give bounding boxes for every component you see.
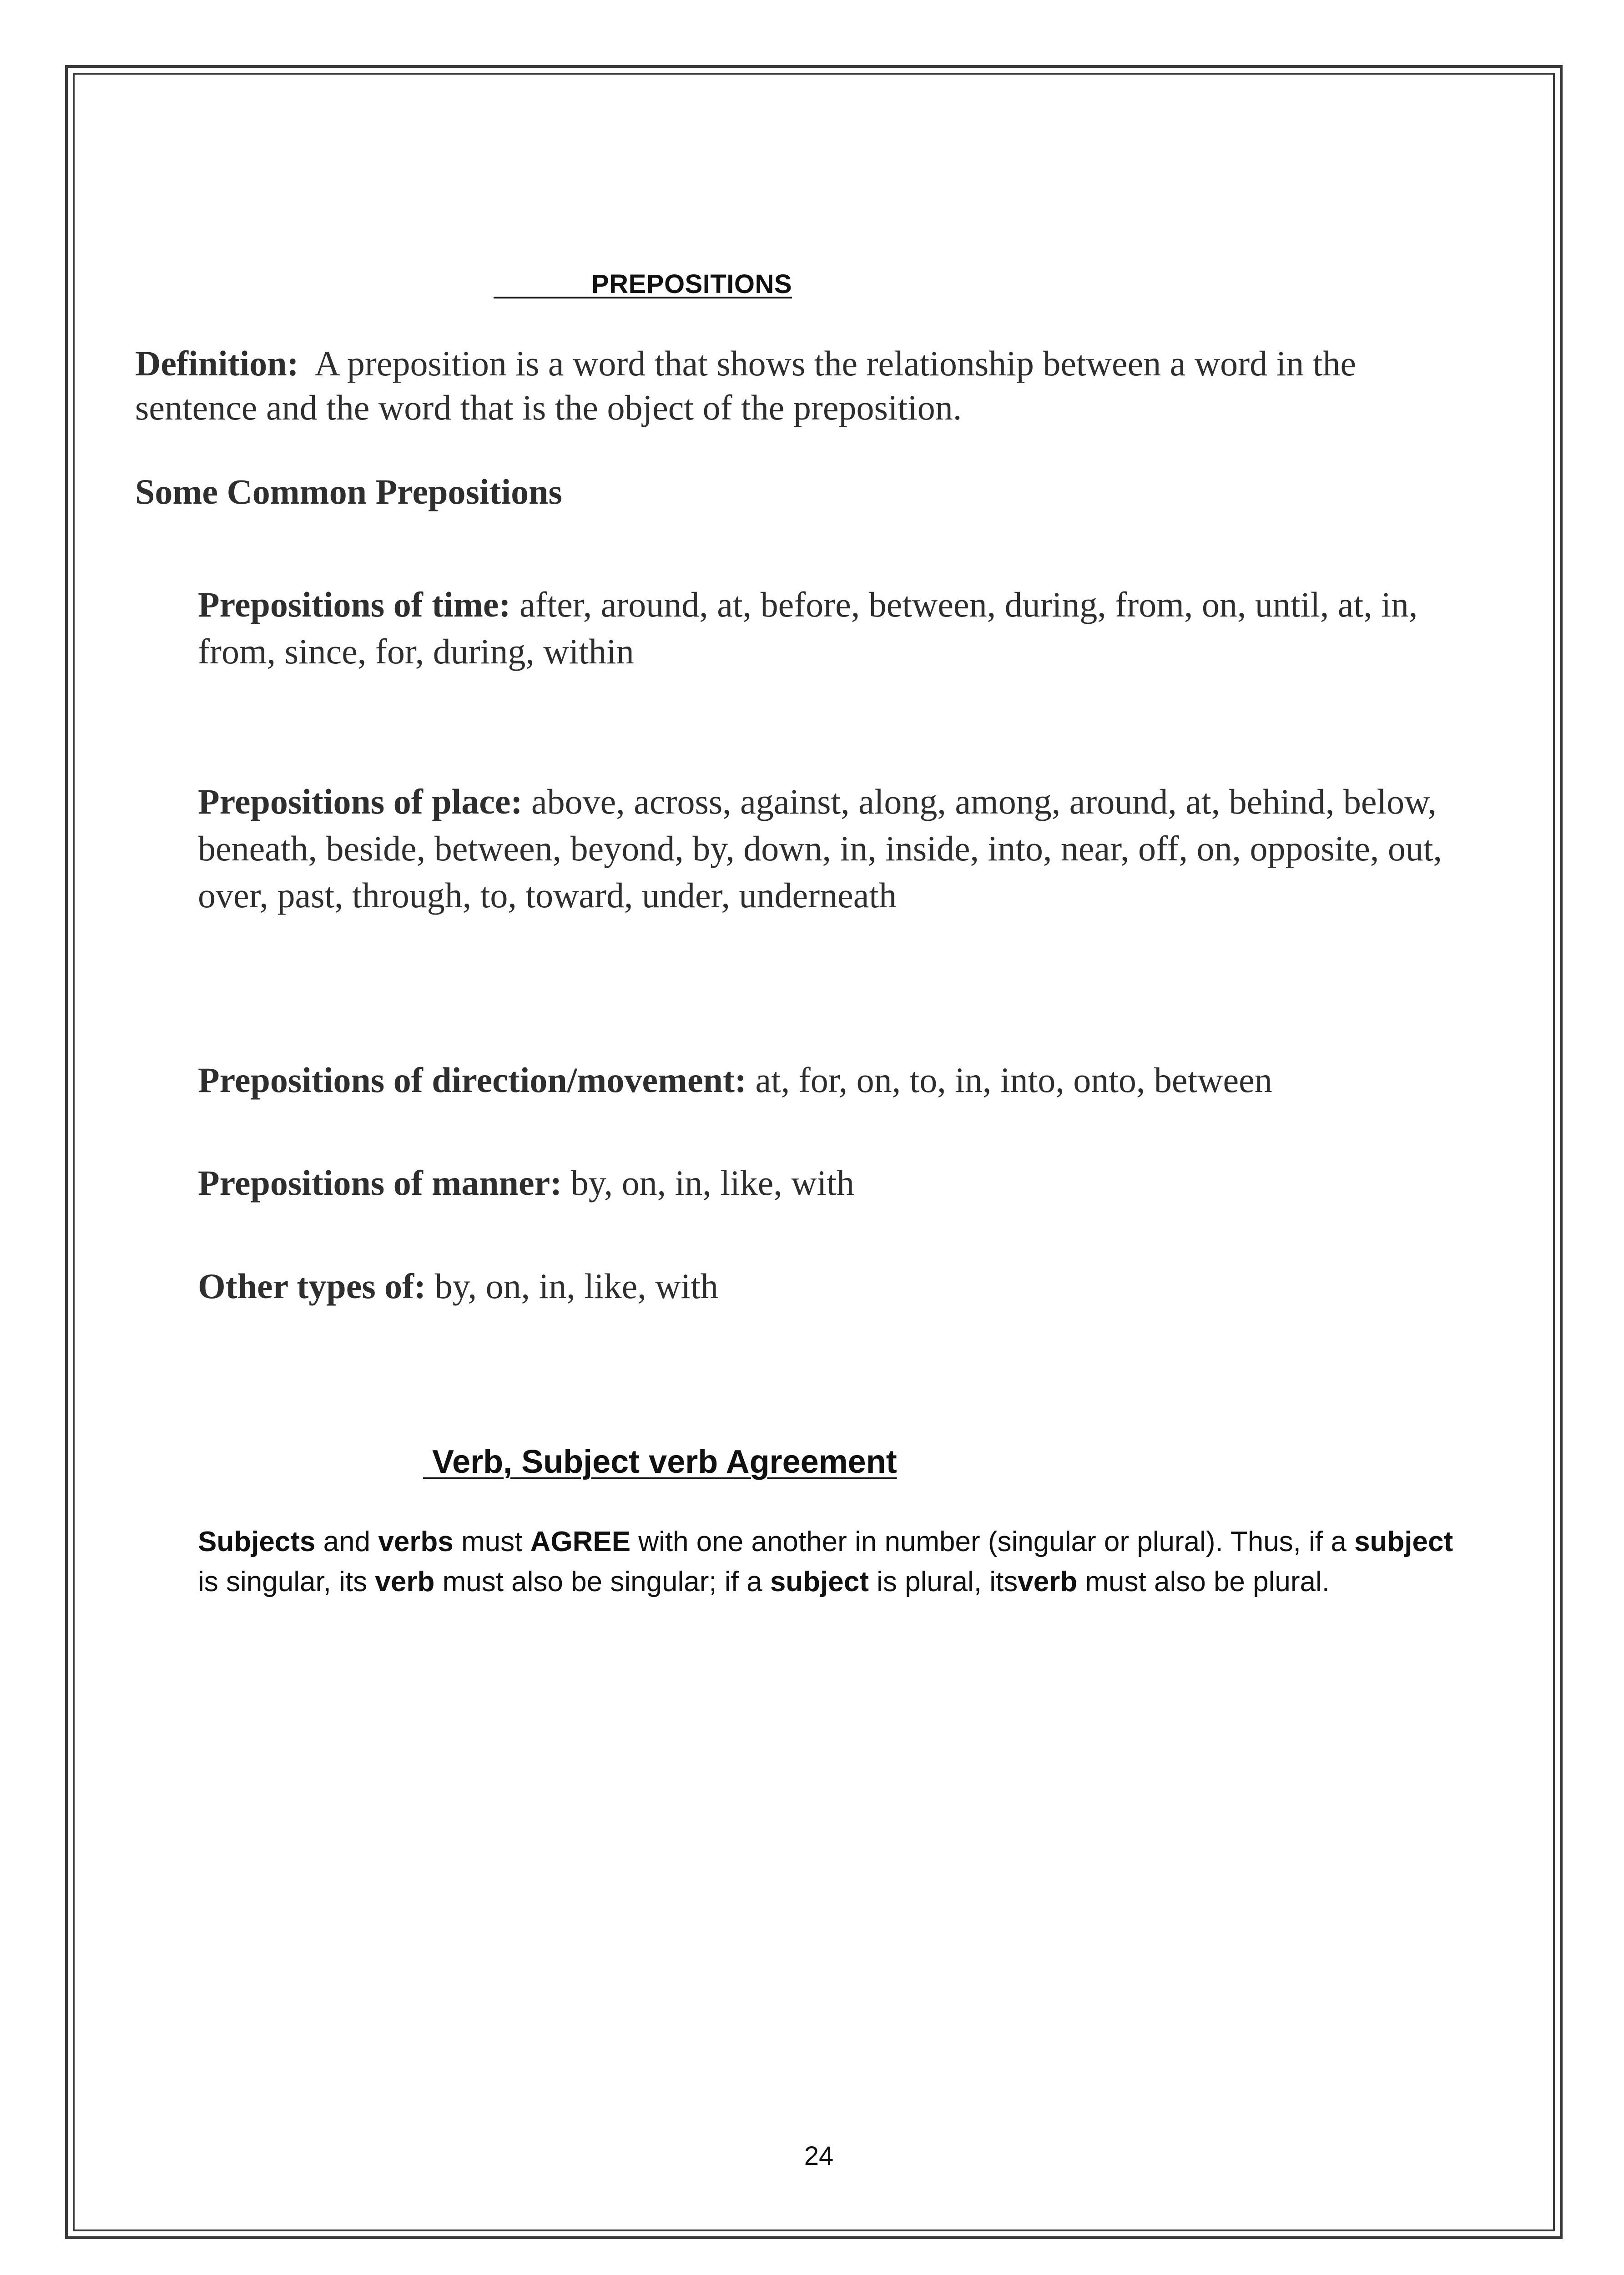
category-other	[198, 1263, 1463, 1309]
verb-segment: subject	[1354, 1526, 1453, 1557]
verb-segment: with one another in number (singular or plural). Thus, if a	[630, 1526, 1355, 1557]
verb-segment: and	[315, 1526, 378, 1557]
category-label: Prepositions of manner:	[198, 1163, 562, 1203]
verb-segment: must	[453, 1526, 530, 1557]
verb-segment: must also be plural.	[1077, 1566, 1330, 1598]
verb-segment: AGREE	[530, 1526, 631, 1557]
page-number: 24	[804, 2141, 834, 2171]
verb-segment: verbs	[378, 1526, 454, 1557]
verb-segment: verb	[375, 1566, 435, 1598]
category-time	[198, 581, 1463, 675]
category-label: Other types of:	[198, 1266, 426, 1306]
definition-paragraph	[135, 341, 1454, 430]
category-label: Prepositions of time:	[198, 585, 511, 624]
verb-segment: is singular, its	[198, 1566, 375, 1598]
definition-label: Definition:	[135, 344, 299, 383]
category-items: above, across, against, along, among, around, at, behind, below, beneath, beside, between, beyond, by, down, in, inside, into, near, off, on, opposite, out, over, past, through, to, toward, under, underneath	[198, 782, 1442, 915]
definition-text: A preposition is a word that shows the relationship between a word in the sentence and the word that is the object of the preposition.	[135, 344, 1357, 427]
category-items: by, on, in, like, with	[570, 1163, 854, 1203]
common-prepositions-heading: Some Common Prepositions	[135, 472, 562, 511]
category-items: at, for, on, to, in, into, onto, between	[755, 1060, 1272, 1100]
title-text: PREPOSITIONS	[591, 269, 792, 299]
verb-segment: must also be singular; if a	[434, 1566, 770, 1598]
category-label: Prepositions of place:	[198, 782, 523, 821]
verb-segment: is plural, its	[868, 1566, 1018, 1598]
category-direction-movement	[198, 1057, 1463, 1103]
category-label: Prepositions of direction/movement:	[198, 1060, 746, 1100]
verb-segment: verb	[1018, 1566, 1078, 1598]
verb-segment: subject	[770, 1566, 869, 1598]
category-items: after, around, at, before, between, during, from, on, until, at, in, from, since, for, during, within	[198, 585, 1418, 671]
verb-segment: Subjects	[198, 1526, 316, 1557]
category-items: by, on, in, like, with	[434, 1266, 718, 1306]
category-place	[198, 778, 1463, 919]
title-underline-lead	[494, 270, 591, 298]
verb-agreement-heading: Verb, Subject verb Agreement	[423, 1444, 897, 1480]
category-manner	[198, 1159, 1463, 1206]
verb-agreement-paragraph	[198, 1522, 1463, 1602]
page-title	[494, 268, 792, 300]
